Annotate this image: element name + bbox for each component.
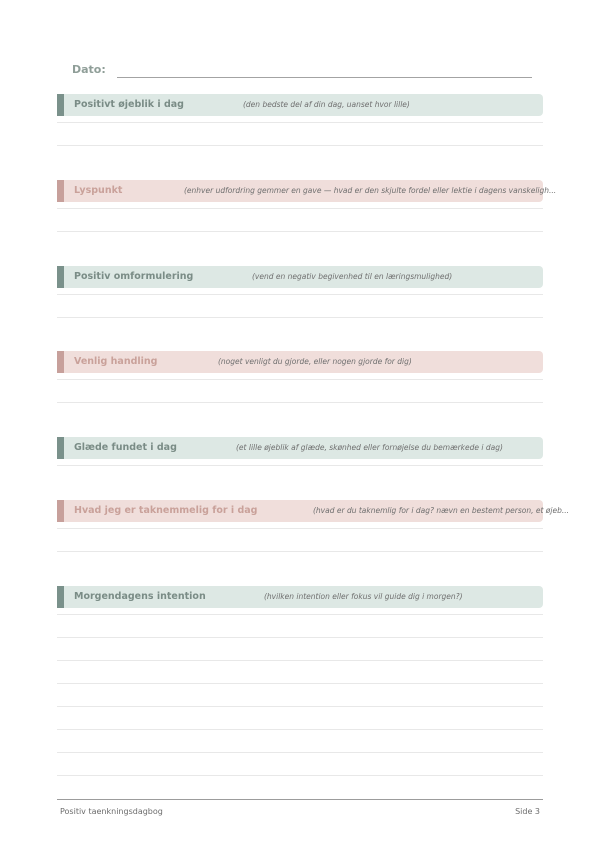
writing-line[interactable]	[57, 208, 543, 209]
section-accent-bar	[57, 586, 64, 608]
section-accent-bar	[57, 94, 64, 116]
section-hint: (enhver udfordring gemmer en gave — hvad er den skjulte fordel eller lektie i dagens vanskeligh...	[184, 186, 557, 195]
date-row	[72, 63, 532, 79]
section-hint: (hvilken intention eller fokus vil guide dig i morgen?)	[264, 592, 463, 601]
writing-line[interactable]	[57, 145, 543, 146]
writing-line[interactable]	[57, 379, 543, 380]
section-gratitude	[57, 500, 569, 522]
section-title: Glæde fundet i dag	[74, 442, 177, 453]
section-bright-spot	[57, 180, 557, 202]
writing-line[interactable]	[57, 551, 543, 552]
section-hint: (hvad er du taknemlig for i dag? nævn en bestemt person, et øjeb...	[313, 506, 569, 515]
section-title: Lyspunkt	[74, 185, 123, 196]
date-input-line[interactable]	[117, 77, 532, 78]
section-title: Hvad jeg er taknemmelig for i dag	[74, 505, 258, 516]
writing-line[interactable]	[57, 706, 543, 707]
section-accent-bar	[57, 351, 64, 373]
section-kind-act	[57, 351, 543, 373]
footer-title: Positiv taenkningsdagbog	[60, 807, 163, 816]
writing-line[interactable]	[57, 122, 543, 123]
writing-line[interactable]	[57, 294, 543, 295]
writing-line[interactable]	[57, 402, 543, 403]
section-accent-bar	[57, 437, 64, 459]
section-positive-moment	[57, 94, 543, 116]
writing-line[interactable]	[57, 231, 543, 232]
page-number: Side 3	[515, 807, 540, 816]
writing-line[interactable]	[57, 729, 543, 730]
section-joy-found	[57, 437, 543, 459]
section-accent-bar	[57, 500, 64, 522]
section-title: Positiv omformulering	[74, 271, 194, 282]
section-tomorrow-intention	[57, 586, 543, 608]
writing-line[interactable]	[57, 637, 543, 638]
section-accent-bar	[57, 180, 64, 202]
writing-line[interactable]	[57, 660, 543, 661]
footer-divider	[57, 799, 543, 800]
section-title: Positivt øjeblik i dag	[74, 99, 184, 110]
writing-line[interactable]	[57, 752, 543, 753]
section-title: Morgendagens intention	[74, 591, 206, 602]
section-title: Venlig handling	[74, 356, 158, 367]
section-hint: (den bedste del af din dag, uanset hvor lille)	[243, 100, 410, 109]
writing-line[interactable]	[57, 528, 543, 529]
writing-line[interactable]	[57, 683, 543, 684]
writing-line[interactable]	[57, 775, 543, 776]
section-positive-reframe	[57, 266, 543, 288]
section-accent-bar	[57, 266, 64, 288]
section-hint: (et lille øjeblik af glæde, skønhed eller fornøjelse du bemærkede i dag)	[236, 443, 503, 452]
section-hint: (vend en negativ begivenhed til en læringsmulighed)	[252, 272, 453, 281]
writing-line[interactable]	[57, 614, 543, 615]
writing-line[interactable]	[57, 465, 543, 466]
date-label: Dato:	[72, 63, 106, 76]
writing-line[interactable]	[57, 317, 543, 318]
section-hint: (noget venligt du gjorde, eller nogen gjorde for dig)	[218, 357, 412, 366]
